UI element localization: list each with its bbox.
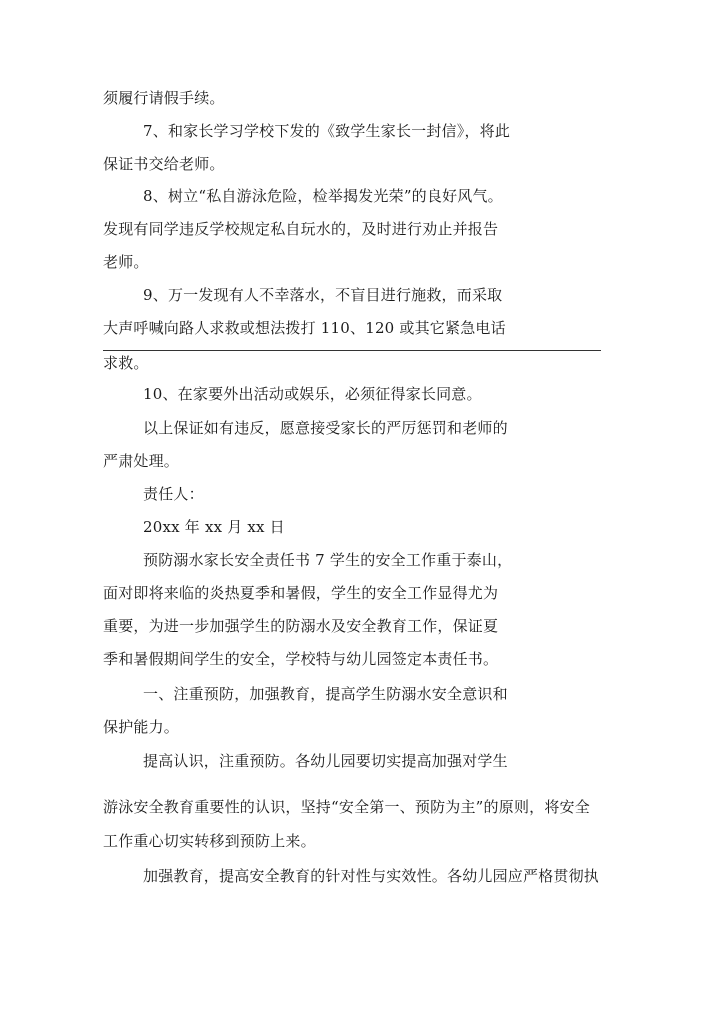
text-line: 责任人： — [143, 485, 204, 503]
text-line: 发现有同学违反学校规定私自玩水的，及时进行劝止并报告 — [103, 220, 499, 238]
text-line: 严肃处理。 — [103, 452, 180, 470]
text-line: 重要，为进一步加强学生的防溺水及安全教育工作，保证夏 — [103, 617, 499, 635]
text-line: 提高认识，注重预防。各幼儿园要切实提高加强对学生 — [143, 752, 508, 770]
text-line: 求救。 — [103, 354, 149, 372]
text-line: 须履行请假手续。 — [103, 89, 225, 107]
text-line: 7、和家长学习学校下发的《致学生家长一封信》，将此 — [143, 122, 511, 140]
text-line: 20xx 年 xx 月 xx 日 — [143, 518, 285, 536]
horizontal-rule — [103, 350, 601, 351]
text-line: 老师。 — [103, 253, 149, 271]
text-line: 10、在家要外出活动或娱乐，必须征得家长同意。 — [143, 385, 482, 403]
text-line: 保证书交给老师。 — [103, 155, 225, 173]
text-line: 面对即将来临的炎热夏季和暑假，学生的安全工作显得尤为 — [103, 584, 499, 602]
text-line: 游泳安全教育重要性的认识，坚持“安全第一、预防为主”的原则，将安全 — [103, 798, 590, 816]
text-line: 保护能力。 — [103, 718, 180, 736]
text-line: 加强教育，提高安全教育的针对性与实效性。各幼儿园应严格贯彻执 — [143, 867, 600, 885]
text-line: 工作重心切实转移到预防上来。 — [103, 832, 316, 850]
text-line: 预防溺水家长安全责任书 7 学生的安全工作重于泰山， — [143, 551, 513, 569]
text-line: 大声呼喊向路人求救或想法拨打 110、120 或其它紧急电话 — [103, 319, 506, 337]
text-line: 8、树立“私自游泳危险，检举揭发光荣”的良好风气。 — [143, 187, 503, 205]
text-line: 9、万一发现有人不幸落水，不盲目进行施救，而采取 — [143, 286, 503, 304]
text-line: 一、注重预防，加强教育，提高学生防溺水安全意识和 — [143, 685, 508, 703]
text-line: 以上保证如有违反，愿意接受家长的严厉惩罚和老师的 — [143, 419, 508, 437]
text-line: 季和暑假期间学生的安全，学校特与幼儿园签定本责任书。 — [103, 650, 499, 668]
